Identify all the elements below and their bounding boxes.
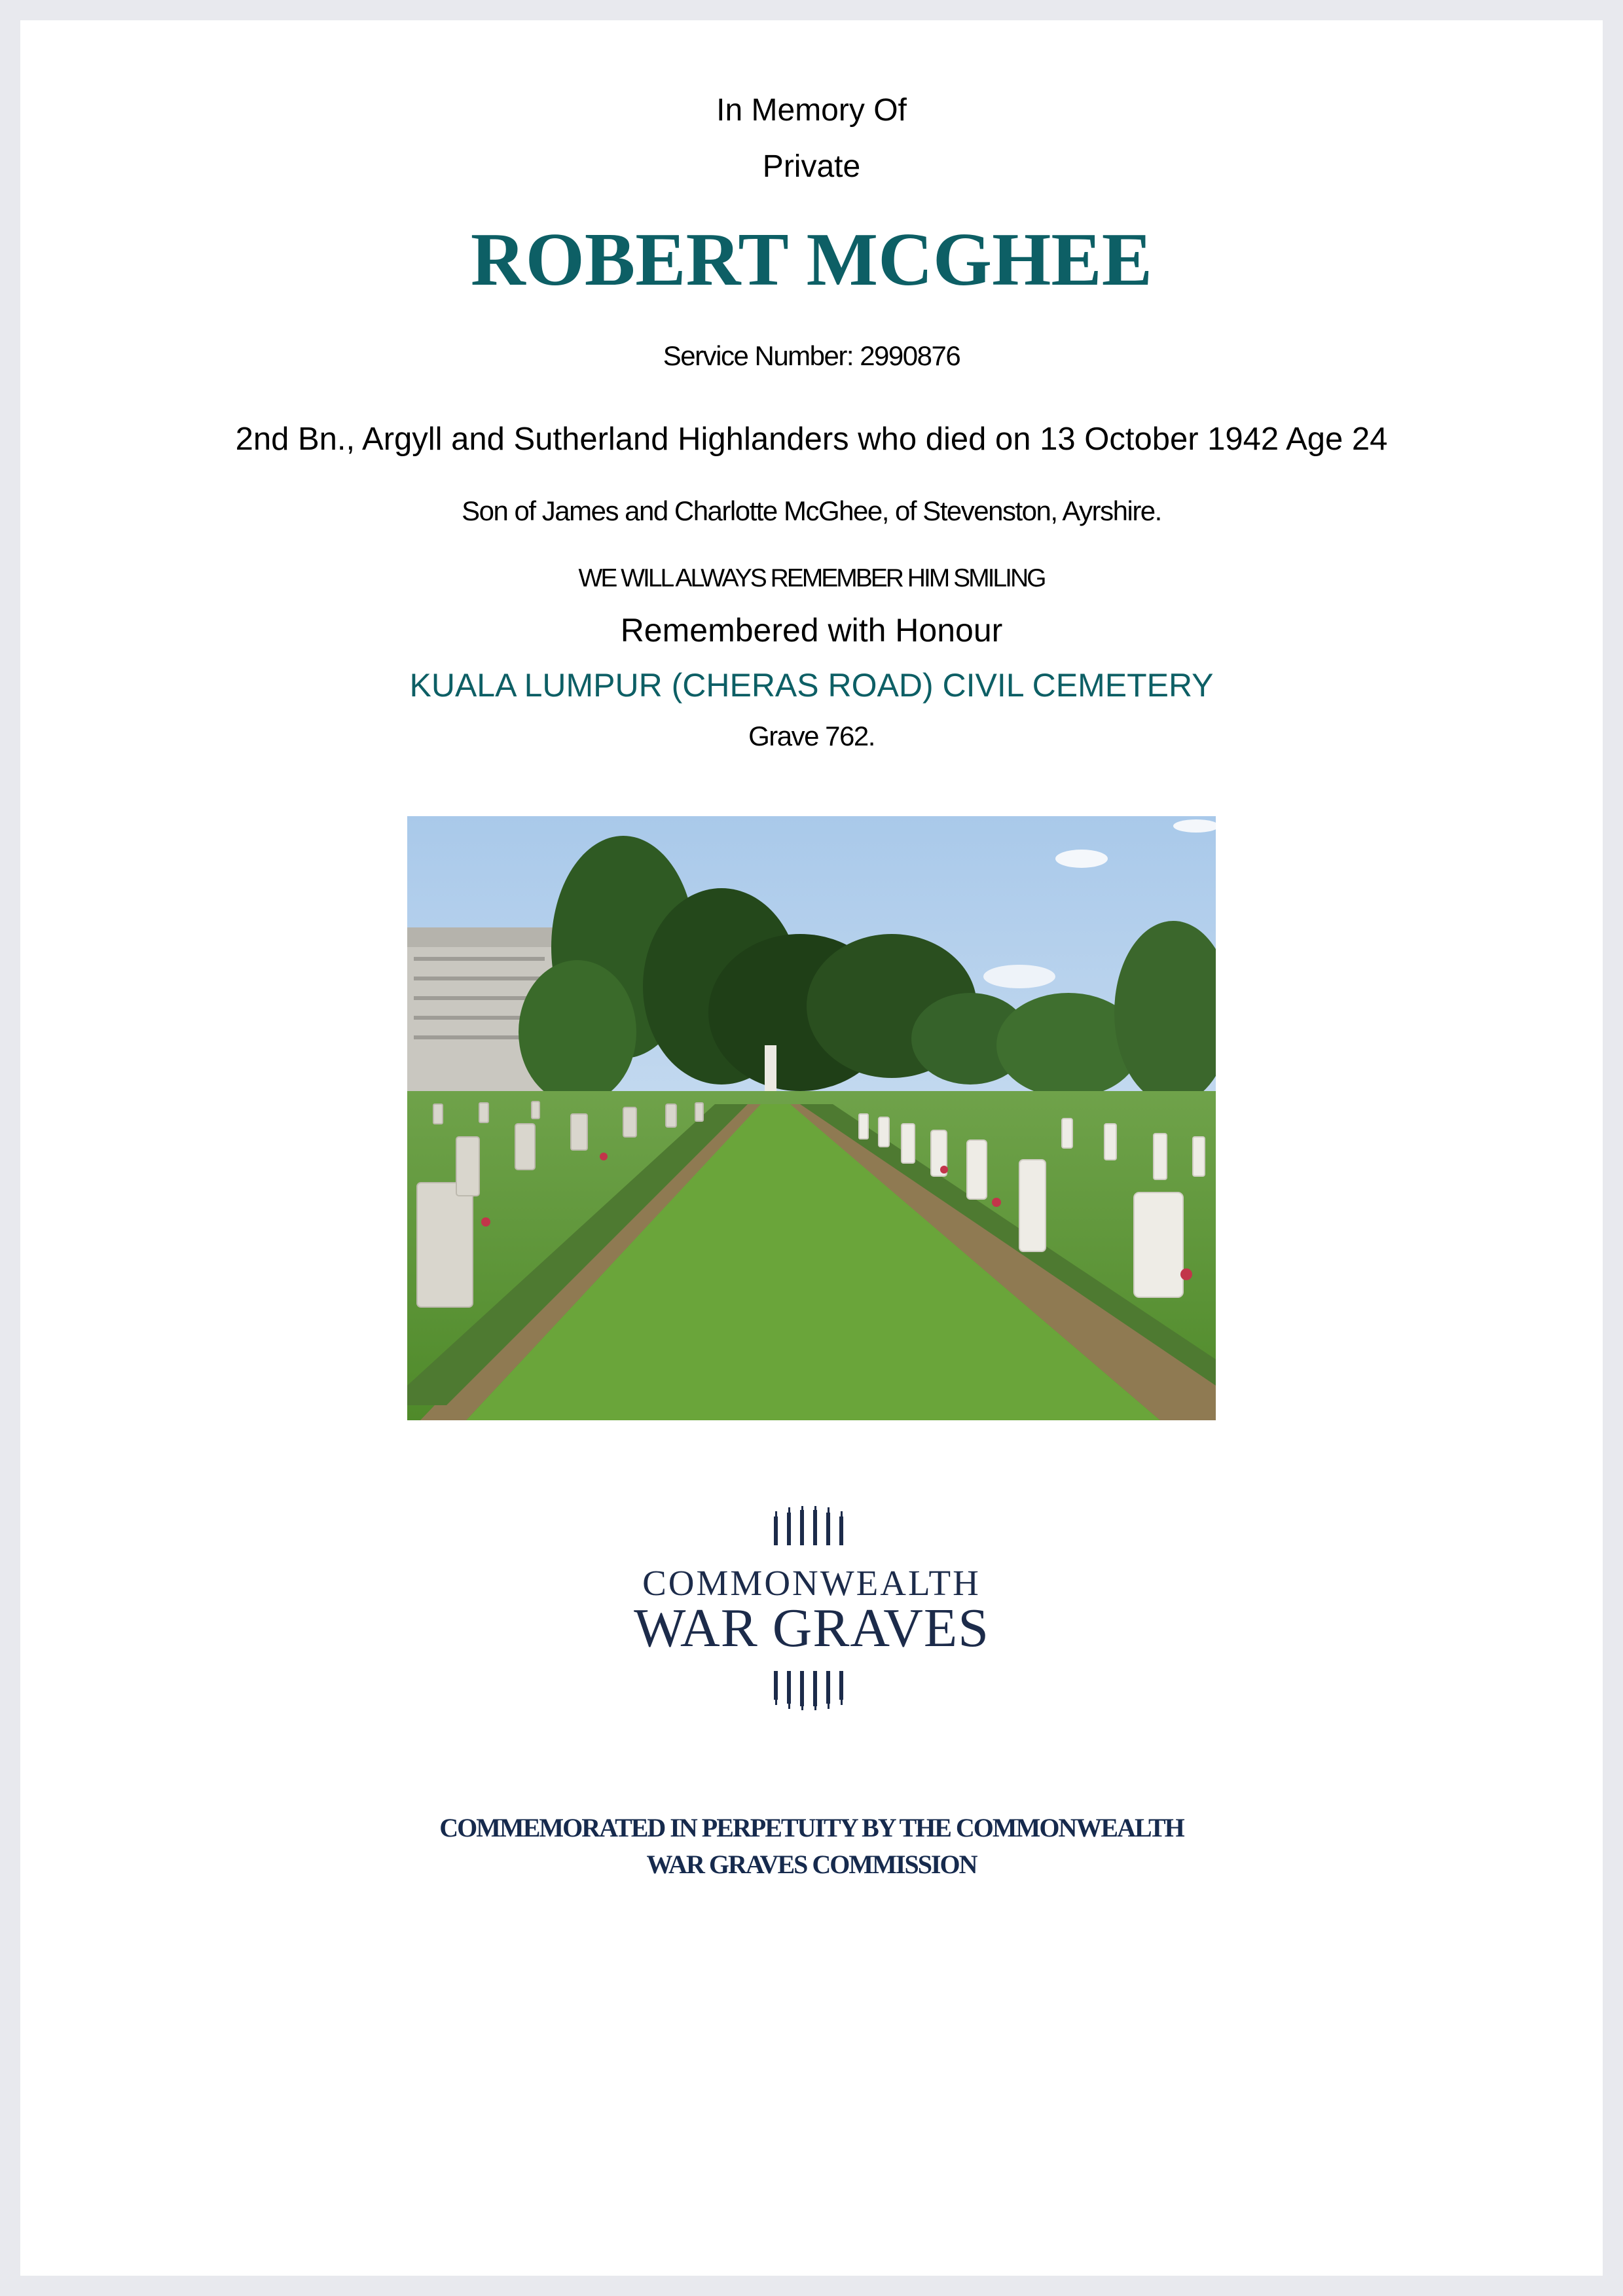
unit-and-death-details: 2nd Bn., Argyll and Sutherland Highlanders who died on 13 October 1942 Age 24	[235, 422, 1388, 457]
certificate-page	[20, 20, 1603, 2276]
soldier-name: ROBERT MCGHEE	[470, 218, 1153, 302]
cemetery-photo	[407, 816, 1216, 1420]
commemoration-footer-line1: COMMEMORATED IN PERPETUITY BY THE COMMONWEALTH	[439, 1813, 1184, 1842]
remembered-with-honour: Remembered with Honour	[620, 612, 1003, 649]
family-details: Son of James and Charlotte McGhee, of Stevenston, Ayrshire.	[462, 495, 1161, 526]
grave-reference: Grave 762.	[748, 721, 875, 751]
cemetery-photo-illustration	[407, 816, 1216, 1420]
logo-top-marks-icon	[773, 1506, 851, 1547]
rank-label: Private	[762, 149, 861, 184]
logo-war-graves-text: WAR GRAVES	[634, 1598, 989, 1659]
service-number: Service Number: 2990876	[663, 340, 960, 371]
column-marks-icon	[773, 1670, 851, 1710]
epitaph: WE WILL ALWAYS REMEMBER HIM SMILING	[578, 564, 1045, 592]
column-marks-icon	[773, 1506, 851, 1547]
cemetery-name: KUALA LUMPUR (CHERAS ROAD) CIVIL CEMETERY	[409, 667, 1214, 704]
logo-commonwealth-text: COMMONWEALTH	[642, 1563, 981, 1603]
in-memory-of-heading: In Memory Of	[716, 93, 907, 128]
logo-bottom-marks-icon	[773, 1670, 851, 1710]
commemoration-footer-line2: WAR GRAVES COMMISSION	[646, 1850, 977, 1879]
